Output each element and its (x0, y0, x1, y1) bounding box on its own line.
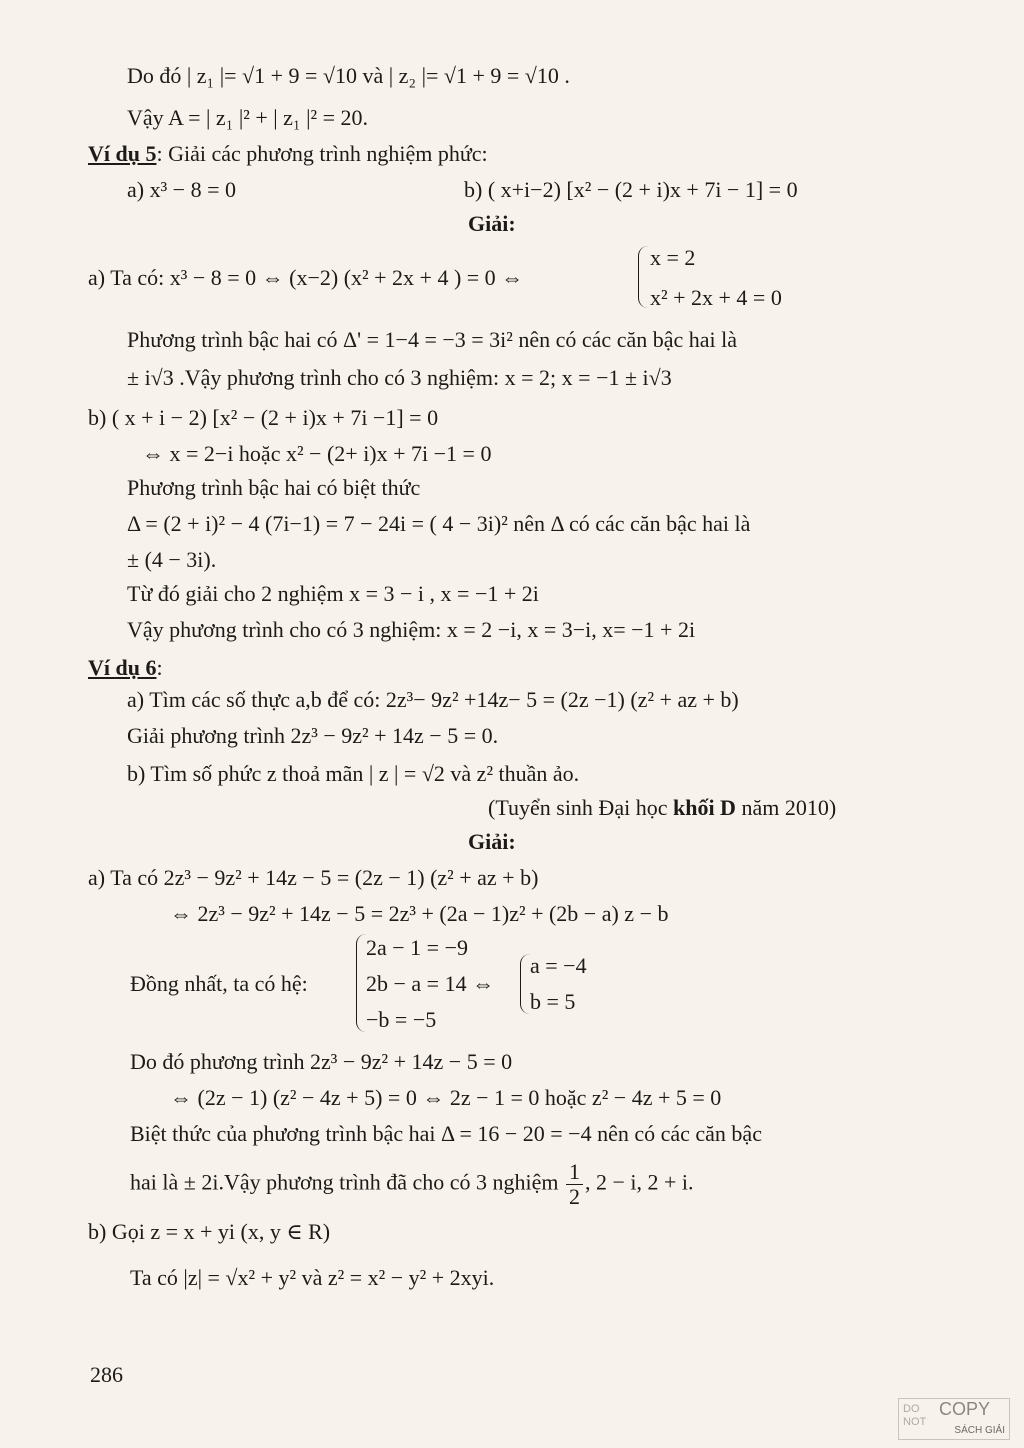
example-5-title: : Giải các phương trình nghiệm phức: (156, 141, 488, 166)
system-1-eq-1: x = 2 (650, 245, 696, 270)
system-brace-1 (638, 246, 649, 308)
fraction-numerator: 1 (566, 1160, 583, 1185)
solution-b-line-7: Vậy phương trình cho có 3 nghiệm: x = 2 −i, x = 3−i, x= −1 + 2i (127, 617, 696, 642)
solution6-b-line-1: b) Gọi z = x + yi (x, y ∈ R) (88, 1219, 331, 1244)
solution-heading-2: Giải: (468, 829, 516, 854)
solution6-a-line-6 (130, 1160, 694, 1209)
solution6-a-line-5: Biệt thức của phương trình bậc hai Δ = 16 − 20 = −4 nên có các căn bậc (130, 1121, 762, 1146)
solution6-a-line-4: ⇔ (2z − 1) (z² − 4z + 5) = 0 ⇔ 2z − 1 = 0 hoặc z² − 4z + 5 = 0 (170, 1085, 722, 1110)
solution6-a-line-3: Do đó phương trình 2z³ − 9z² + 14z − 5 = 0 (130, 1049, 513, 1074)
fraction-denominator: 2 (568, 1184, 580, 1209)
solution-b-line-4: Δ = (2 + i)² − 4 (7i−1) = 7 − 24i = ( 4 − 3i)² nên Δ có các căn bậc hai là (127, 511, 751, 536)
source-text-1: (Tuyển sinh Đại học (488, 795, 673, 820)
line-6-text: hai là ± 2i.Vậy phương trình đã cho có 3 nghiệm (130, 1169, 559, 1195)
example-6-colon: : (156, 655, 163, 680)
solution-a-line-1: a) Ta có: x³ − 8 = 0 ⇔ (x−2) (x² + 2x + 4 ) = 0 ⇔ (88, 265, 524, 290)
example-6-source (488, 794, 836, 822)
example-5-part-b: b) ( x+i−2) [x² − (2 + i)x + 7i − 1] = 0 (464, 177, 798, 202)
example-6-part-a-1: a) Tìm các số thực a,b để có: 2z³− 9z² +14z− 5 = (2z −1) (z² + az + b) (127, 687, 739, 712)
line-6-roots: , 2 − i, 2 + i. (584, 1169, 694, 1195)
solution6-a-line-1: a) Ta có 2z³ − 9z² + 14z − 5 = (2z − 1) (z² + az + b) (88, 865, 539, 890)
watermark-copy: COPY (939, 1399, 991, 1419)
watermark-brand: SÁCH GIẢI (954, 1425, 1005, 1436)
fraction-one-half (566, 1160, 583, 1209)
page-number: 286 (90, 1362, 123, 1387)
system-2-eq-3: −b = −5 (366, 1007, 437, 1032)
example-6-part-a-2: Giải phương trình 2z³ − 9z² + 14z − 5 = 0. (127, 723, 499, 748)
system-2-lead: Đồng nhất, ta có hệ: (130, 971, 308, 996)
solution-a-line-2: Phương trình bậc hai có Δ' = 1−4 = −3 = 3i² nên có các căn bậc hai là (127, 327, 738, 352)
example-6-part-b: b) Tìm số phức z thoả mãn | z | = √2 và z² thuần ảo. (127, 761, 580, 786)
solution6-a-line-2: ⇔ 2z³ − 9z² + 14z − 5 = 2z³ + (2a − 1)z² + (2b − a) z − b (170, 901, 669, 926)
system-1-eq-2: x² + 2x + 4 = 0 (650, 285, 782, 310)
example-6-label: Ví dụ 6 (88, 655, 157, 680)
solution-b-line-3: Phương trình bậc hai có biệt thức (127, 475, 421, 500)
solution-b-line-5: ± (4 − 3i). (127, 547, 217, 572)
watermark-logo (898, 1398, 1010, 1440)
line-modulus: Do đó | z₁ |= √1 + 9 = √10 và | z₂ |= √1 + 9 = √10 . (127, 63, 570, 88)
solution-a-line-3: ± i√3 .Vậy phương trình cho có 3 nghiệm: x = 2; x = −1 ± i√3 (127, 365, 672, 390)
example-6-heading (88, 654, 163, 682)
solution-b-line-6: Từ đó giải cho 2 nghiệm x = 3 − i , x = −1 + 2i (127, 581, 539, 606)
watermark-not: NOT (903, 1416, 927, 1428)
solution6-b-line-2: Ta có |z| = √x² + y² và z² = x² − y² + 2xyi. (130, 1265, 495, 1290)
example-5-heading (88, 140, 488, 168)
solution-b-line-1: b) ( x + i − 2) [x² − (2 + i)x + 7i −1] = 0 (88, 405, 439, 430)
line-sum-A: Vậy A = | z₁ |² + | z₁ |² = 20. (127, 105, 369, 130)
solution-b-line-2: ⇔ x = 2−i hoặc x² − (2+ i)x + 7i −1 = 0 (142, 441, 492, 466)
system-3-eq-1: a = −4 (530, 953, 587, 978)
watermark-do: DO (903, 1403, 920, 1415)
source-text-bold: khối D (672, 795, 736, 820)
solution-heading-1: Giải: (468, 211, 516, 236)
source-text-2: năm 2010) (735, 795, 837, 820)
example-5-label: Ví dụ 5 (88, 141, 157, 166)
system-3-eq-2: b = 5 (530, 989, 576, 1014)
example-5-part-a: a) x³ − 8 = 0 (127, 177, 237, 202)
system-2-eq-2: 2b − a = 14 ⇔ (366, 971, 495, 996)
system-2-eq-1: 2a − 1 = −9 (366, 935, 468, 960)
